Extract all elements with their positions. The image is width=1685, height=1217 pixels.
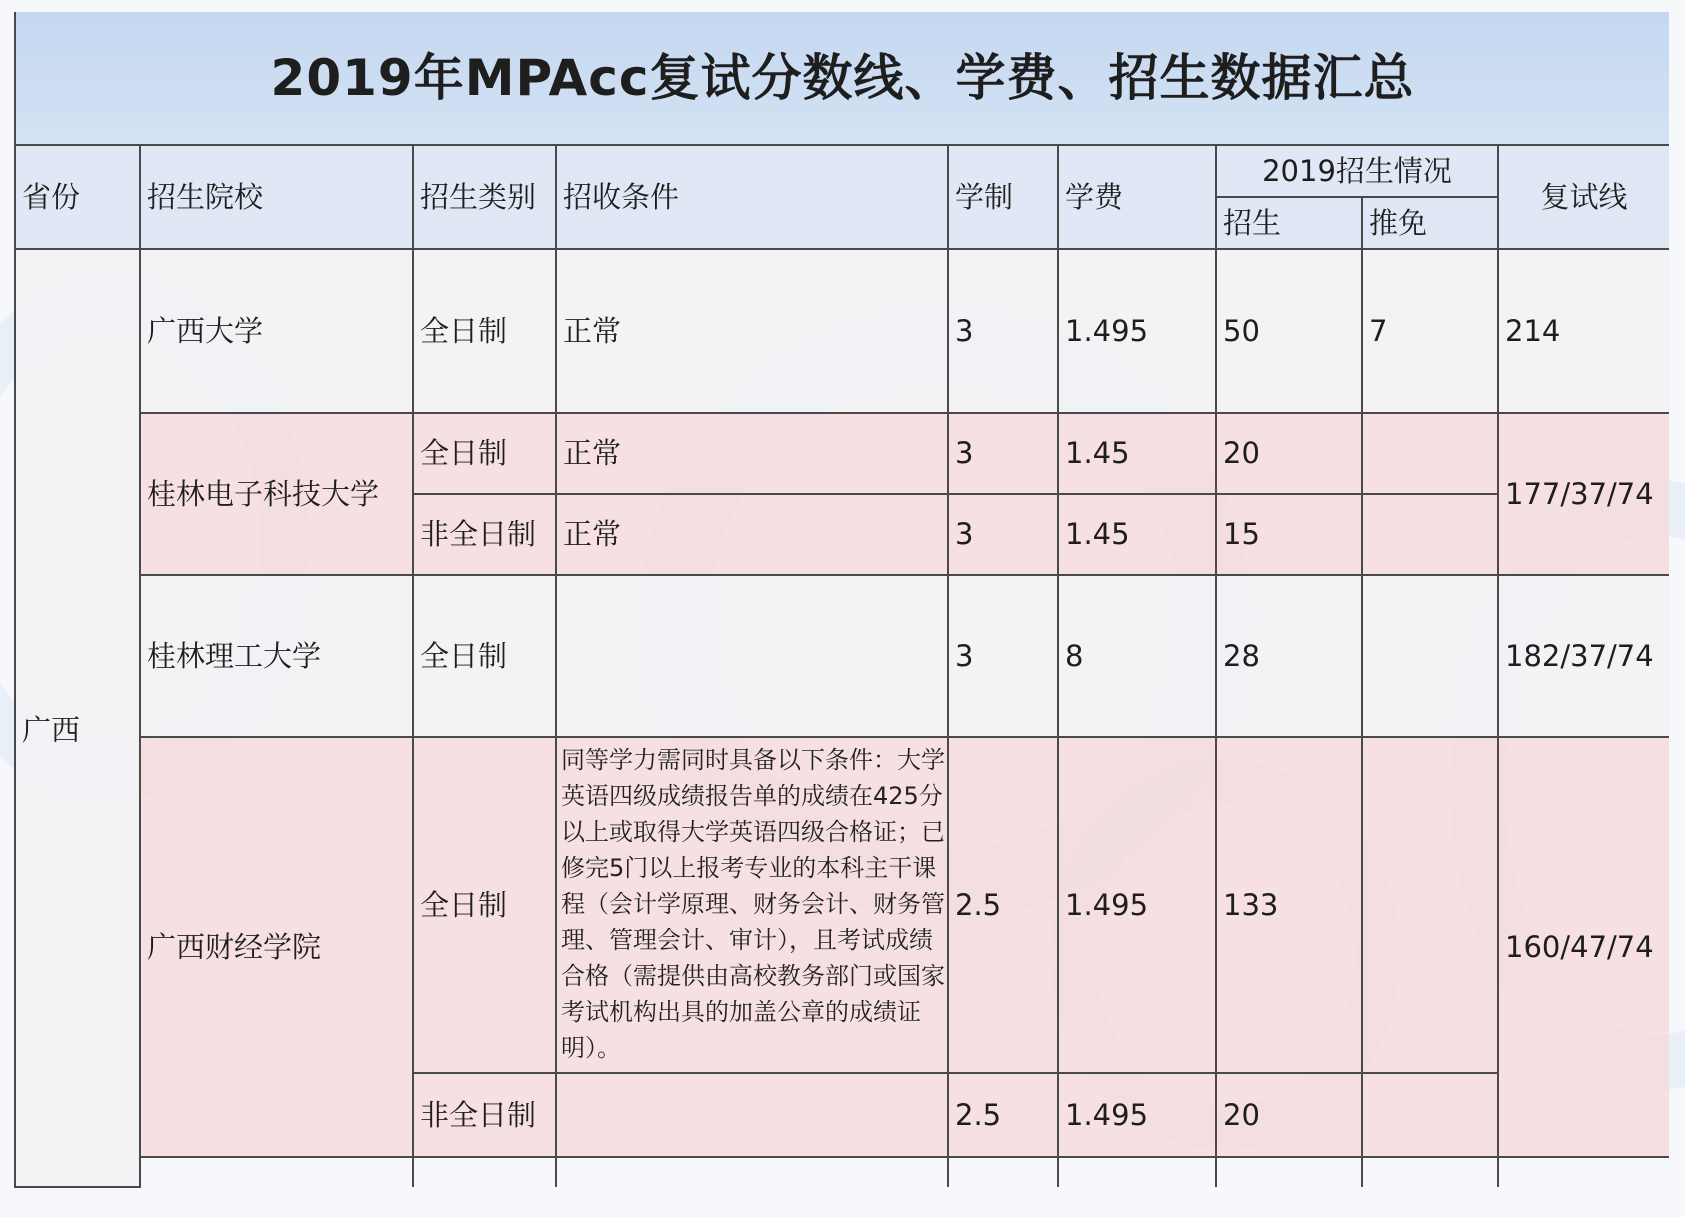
score-line-cell: 182/37/74 bbox=[1498, 575, 1669, 737]
table-row bbox=[15, 737, 1669, 1073]
exempt-cell bbox=[1362, 1073, 1498, 1157]
category-cell: 全日制 bbox=[413, 737, 556, 1073]
enroll-cell: 133 bbox=[1216, 737, 1362, 1073]
table-cell bbox=[1216, 1157, 1362, 1187]
tuition-cell: 1.45 bbox=[1058, 413, 1216, 494]
table-row bbox=[15, 413, 1669, 494]
category-cell: 非全日制 bbox=[413, 1073, 556, 1157]
tuition-cell: 1.45 bbox=[1058, 494, 1216, 575]
school-cell: 桂林理工大学 bbox=[140, 575, 413, 737]
score-line-cell: 177/37/74 bbox=[1498, 413, 1669, 575]
exempt-cell bbox=[1362, 494, 1498, 575]
exempt-cell bbox=[1362, 413, 1498, 494]
table-cell bbox=[1498, 1157, 1669, 1187]
condition-cell bbox=[556, 1073, 948, 1157]
header-tuition: 学费 bbox=[1058, 145, 1216, 249]
header-condition: 招收条件 bbox=[556, 145, 948, 249]
score-line-cell: 160/47/74 bbox=[1498, 737, 1669, 1157]
school-cell: 桂林电子科技大学 bbox=[140, 413, 413, 575]
enroll-cell: 20 bbox=[1216, 413, 1362, 494]
duration-cell: 3 bbox=[948, 249, 1058, 413]
condition-cell: 正常 bbox=[556, 249, 948, 413]
table-row-partial bbox=[15, 1157, 1669, 1187]
province-cell bbox=[15, 249, 140, 1187]
duration-cell: 3 bbox=[948, 494, 1058, 575]
table-cell bbox=[556, 1157, 948, 1187]
category-cell: 非全日制 bbox=[413, 494, 556, 575]
header-enroll-group: 2019招生情况 bbox=[1216, 145, 1498, 197]
exempt-cell: 7 bbox=[1362, 249, 1498, 413]
condition-cell: 正常 bbox=[556, 494, 948, 575]
tuition-cell: 1.495 bbox=[1058, 249, 1216, 413]
enroll-cell: 50 bbox=[1216, 249, 1362, 413]
table-cell bbox=[140, 1157, 413, 1187]
duration-cell: 3 bbox=[948, 575, 1058, 737]
school-cell: 广西财经学院 bbox=[140, 737, 413, 1157]
enroll-cell: 20 bbox=[1216, 1073, 1362, 1157]
duration-cell: 3 bbox=[948, 413, 1058, 494]
enroll-cell: 28 bbox=[1216, 575, 1362, 737]
tuition-cell: 1.495 bbox=[1058, 737, 1216, 1073]
table-row bbox=[15, 249, 1669, 413]
exempt-cell bbox=[1362, 575, 1498, 737]
category-cell: 全日制 bbox=[413, 575, 556, 737]
header-school: 招生院校 bbox=[140, 145, 413, 249]
exempt-cell bbox=[1362, 737, 1498, 1073]
header-province: 省份 bbox=[15, 145, 140, 249]
condition-cell: 同等学力需同时具备以下条件：大学英语四级成绩报告单的成绩在425分以上或取得大学英语四级合格证；已修完5门以上报考专业的本科主干课程（会计学原理、财务会计、财务管理、管理会计、审计），且考试成绩合格（需提供由高校教务部门或国家考试机构出具的加盖公章的成绩证明）。 bbox=[556, 737, 948, 1073]
title-row bbox=[15, 12, 1669, 145]
table-cell bbox=[948, 1157, 1058, 1187]
table-row bbox=[15, 575, 1669, 737]
duration-cell: 2.5 bbox=[948, 1073, 1058, 1157]
table-cell bbox=[413, 1157, 556, 1187]
header-enroll: 招生 bbox=[1216, 197, 1362, 249]
score-line-cell: 214 bbox=[1498, 249, 1669, 413]
condition-cell: 正常 bbox=[556, 413, 948, 494]
header-duration: 学制 bbox=[948, 145, 1058, 249]
page-title: 2019年MPAcc复试分数线、学费、招生数据汇总 bbox=[15, 12, 1669, 145]
data-summary-table-container bbox=[14, 12, 1669, 1197]
header-category: 招生类别 bbox=[413, 145, 556, 249]
header-exempt: 推免 bbox=[1362, 197, 1498, 249]
header-score-line: 复试线 bbox=[1498, 145, 1669, 249]
school-cell: 广西大学 bbox=[140, 249, 413, 413]
tuition-cell: 1.495 bbox=[1058, 1073, 1216, 1157]
tuition-cell: 8 bbox=[1058, 575, 1216, 737]
category-cell: 全日制 bbox=[413, 413, 556, 494]
header-row bbox=[15, 145, 1669, 197]
enroll-cell: 15 bbox=[1216, 494, 1362, 575]
category-cell: 全日制 bbox=[413, 249, 556, 413]
province-label: 广西 bbox=[22, 712, 81, 747]
table-cell bbox=[1058, 1157, 1216, 1187]
duration-cell: 2.5 bbox=[948, 737, 1058, 1073]
condition-cell bbox=[556, 575, 948, 737]
table-cell bbox=[1362, 1157, 1498, 1187]
data-summary-table bbox=[14, 12, 1669, 1188]
